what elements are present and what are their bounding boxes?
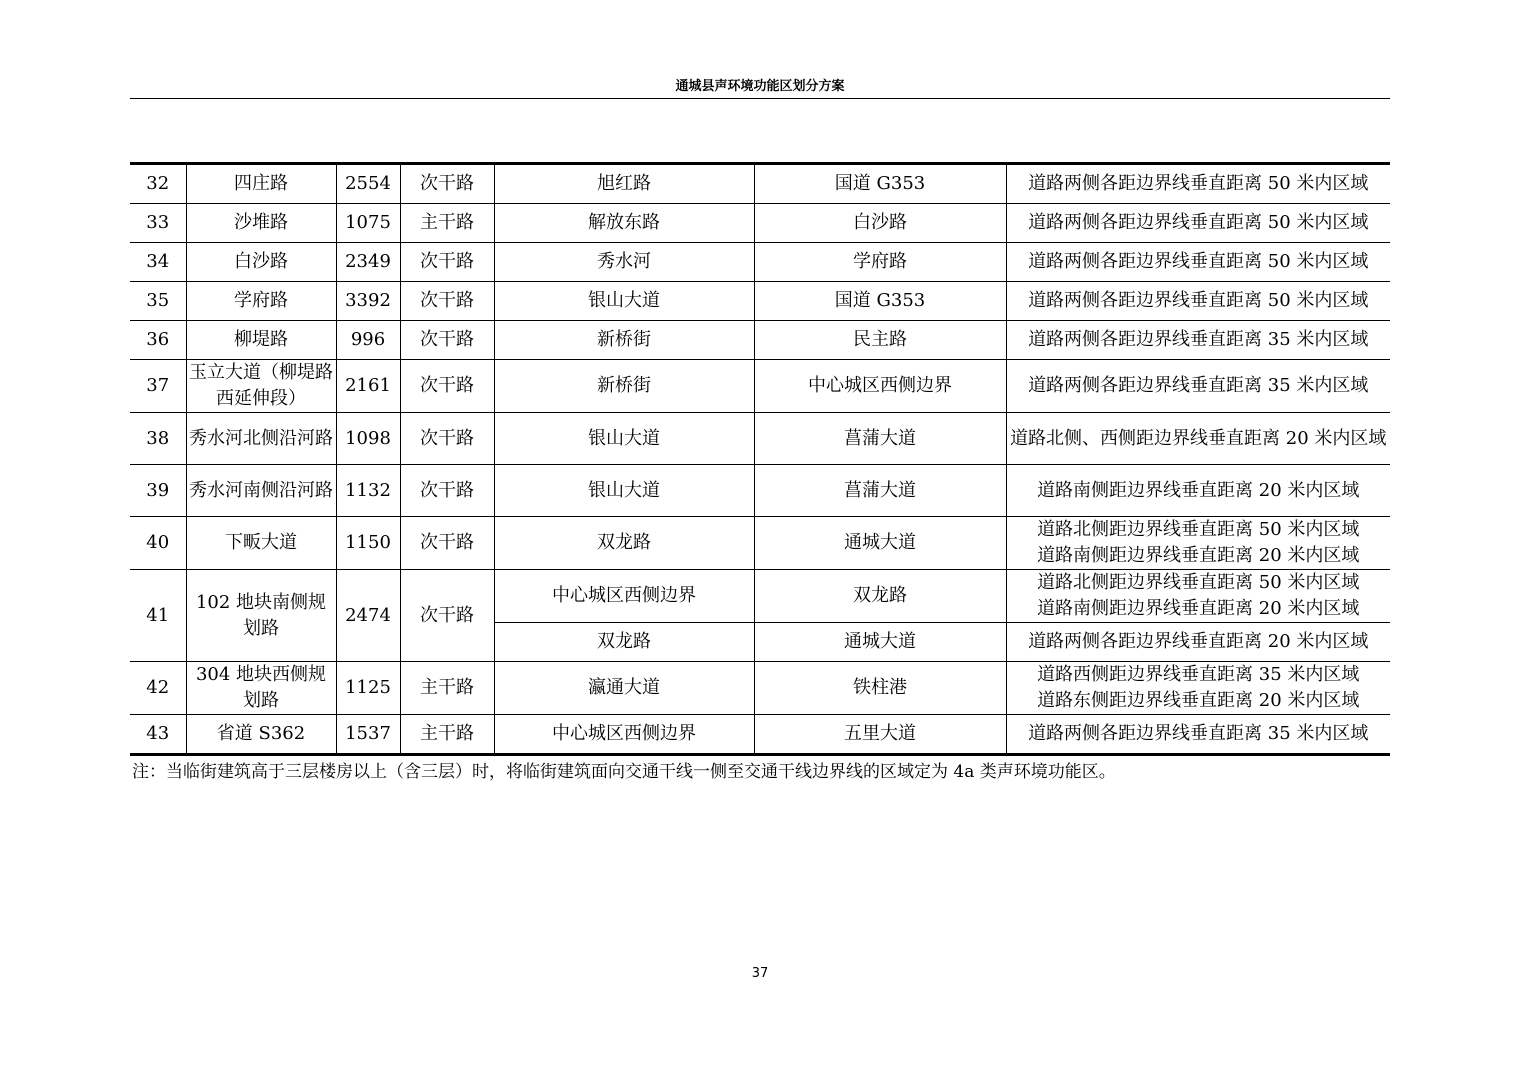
zone-description: 道路两侧各距边界线垂直距离 50 米内区域 (1006, 243, 1390, 282)
table-row (130, 715, 1390, 755)
road-start: 新桥街 (494, 321, 754, 360)
row-number: 37 (130, 360, 186, 413)
row-number: 35 (130, 282, 186, 321)
table-row (130, 321, 1390, 360)
table-footnote: 注：当临街建筑高于三层楼房以上（含三层）时，将临街建筑面向交通干线一侧至交通干线边界线的区域定为 4a 类声环境功能区。 (132, 762, 1116, 782)
road-end: 国道 G353 (754, 164, 1006, 204)
zone-description: 道路两侧各距边界线垂直距离 50 米内区域 (1006, 164, 1390, 204)
zone-line: 道路北侧距边界线垂直距离 50 米内区域 (1037, 572, 1360, 593)
table-row (130, 282, 1390, 321)
road-start: 中心城区西侧边界 (494, 715, 754, 755)
road-grade: 主干路 (400, 715, 494, 755)
road-name: 秀水河北侧沿河路 (186, 413, 336, 465)
zone-description: 道路两侧各距边界线垂直距离 35 米内区域 (1006, 715, 1390, 755)
zone-description: 道路两侧各距边界线垂直距离 20 米内区域 (1006, 623, 1390, 662)
road-name: 304 地块西侧规划路 (186, 662, 336, 715)
road-end: 白沙路 (754, 204, 1006, 243)
row-number: 38 (130, 413, 186, 465)
road-end: 五里大道 (754, 715, 1006, 755)
road-end: 菖蒲大道 (754, 413, 1006, 465)
zone-description: 道路两侧各距边界线垂直距离 50 米内区域 (1006, 204, 1390, 243)
zone-description (1006, 570, 1390, 623)
road-grade: 主干路 (400, 662, 494, 715)
road-length: 1132 (336, 465, 400, 517)
row-number: 42 (130, 662, 186, 715)
row-number: 40 (130, 517, 186, 570)
table-row (130, 243, 1390, 282)
row-number: 43 (130, 715, 186, 755)
table-row (130, 570, 1390, 623)
zone-line: 道路南侧距边界线垂直距离 20 米内区域 (1037, 598, 1360, 619)
road-grade: 主干路 (400, 204, 494, 243)
road-length: 3392 (336, 282, 400, 321)
road-end: 双龙路 (754, 570, 1006, 623)
road-grade: 次干路 (400, 570, 494, 662)
road-length: 1125 (336, 662, 400, 715)
road-end: 学府路 (754, 243, 1006, 282)
road-length: 1537 (336, 715, 400, 755)
road-length: 996 (336, 321, 400, 360)
road-name: 下畈大道 (186, 517, 336, 570)
row-number: 36 (130, 321, 186, 360)
road-start: 银山大道 (494, 413, 754, 465)
row-number: 34 (130, 243, 186, 282)
road-name: 柳堤路 (186, 321, 336, 360)
road-start: 双龙路 (494, 517, 754, 570)
road-grade: 次干路 (400, 413, 494, 465)
road-grade: 次干路 (400, 243, 494, 282)
zone-line: 道路西侧距边界线垂直距离 35 米内区域 (1037, 664, 1360, 685)
row-number: 39 (130, 465, 186, 517)
road-end: 中心城区西侧边界 (754, 360, 1006, 413)
table-row (130, 413, 1390, 465)
road-length: 1150 (336, 517, 400, 570)
table-row (130, 662, 1390, 715)
road-end: 铁柱港 (754, 662, 1006, 715)
row-number: 33 (130, 204, 186, 243)
road-length: 1098 (336, 413, 400, 465)
zone-line: 道路南侧距边界线垂直距离 20 米内区域 (1037, 545, 1360, 566)
road-name: 省道 S362 (186, 715, 336, 755)
zone-description: 道路南侧距边界线垂直距离 20 米内区域 (1006, 465, 1390, 517)
table-row (130, 164, 1390, 204)
road-length: 2554 (336, 164, 400, 204)
road-end: 民主路 (754, 321, 1006, 360)
road-name: 秀水河南侧沿河路 (186, 465, 336, 517)
page-number: 37 (751, 966, 769, 981)
table-row (130, 204, 1390, 243)
road-length: 2161 (336, 360, 400, 413)
road-name: 白沙路 (186, 243, 336, 282)
row-number: 32 (130, 164, 186, 204)
road-end: 通城大道 (754, 517, 1006, 570)
road-end: 通城大道 (754, 623, 1006, 662)
road-length: 1075 (336, 204, 400, 243)
zone-line: 道路东侧距边界线垂直距离 20 米内区域 (1037, 690, 1360, 711)
road-start: 银山大道 (494, 465, 754, 517)
road-start: 中心城区西侧边界 (494, 570, 754, 623)
road-start: 新桥街 (494, 360, 754, 413)
page-header: 通城县声环境功能区划分方案 (130, 76, 1390, 99)
zone-description: 道路两侧各距边界线垂直距离 50 米内区域 (1006, 282, 1390, 321)
row-number: 41 (130, 570, 186, 662)
zone-description: 道路北侧、西侧距边界线垂直距离 20 米内区域 (1006, 413, 1390, 465)
zone-line: 道路北侧距边界线垂直距离 50 米内区域 (1037, 519, 1360, 540)
road-start: 银山大道 (494, 282, 754, 321)
table-row (130, 360, 1390, 413)
table-row (130, 465, 1390, 517)
road-start: 旭红路 (494, 164, 754, 204)
road-grade: 次干路 (400, 321, 494, 360)
road-start: 秀水河 (494, 243, 754, 282)
zone-description: 道路两侧各距边界线垂直距离 35 米内区域 (1006, 360, 1390, 413)
road-grade: 次干路 (400, 465, 494, 517)
road-name: 学府路 (186, 282, 336, 321)
road-start: 双龙路 (494, 623, 754, 662)
zone-description: 道路两侧各距边界线垂直距离 35 米内区域 (1006, 321, 1390, 360)
zone-description (1006, 662, 1390, 715)
zone-description (1006, 517, 1390, 570)
road-end: 国道 G353 (754, 282, 1006, 321)
table-row (130, 517, 1390, 570)
road-end: 菖蒲大道 (754, 465, 1006, 517)
road-name: 玉立大道（柳堤路西延伸段） (186, 360, 336, 413)
road-grade: 次干路 (400, 517, 494, 570)
road-length: 2474 (336, 570, 400, 662)
road-start: 瀛通大道 (494, 662, 754, 715)
road-start: 解放东路 (494, 204, 754, 243)
road-length: 2349 (336, 243, 400, 282)
road-name: 沙堆路 (186, 204, 336, 243)
road-grade: 次干路 (400, 360, 494, 413)
road-name: 102 地块南侧规划路 (186, 570, 336, 662)
road-name: 四庄路 (186, 164, 336, 204)
road-grade: 次干路 (400, 282, 494, 321)
road-grade: 次干路 (400, 164, 494, 204)
road-zone-table (130, 162, 1390, 756)
